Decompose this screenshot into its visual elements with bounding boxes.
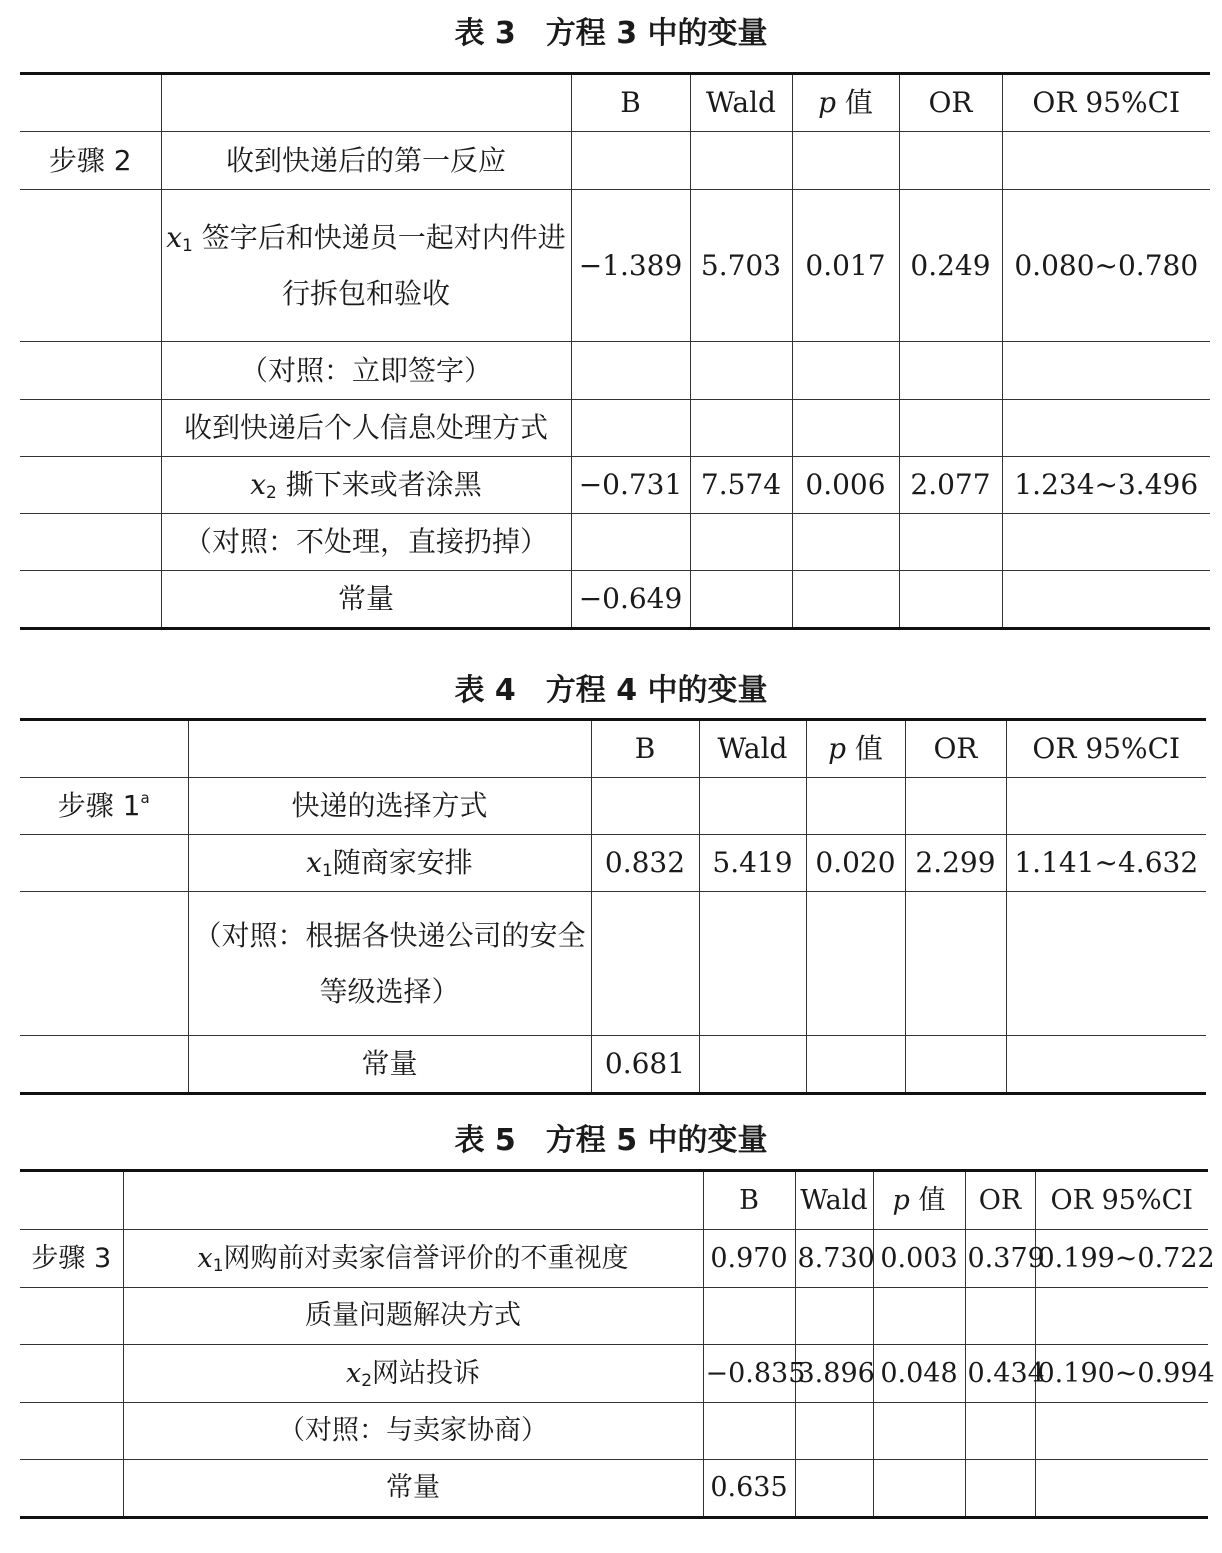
- row-label: 收到快递后个人信息处理方式: [161, 400, 571, 457]
- cell-p: 0.048: [873, 1345, 965, 1403]
- header-or: OR: [905, 720, 1006, 778]
- table-row: [20, 1403, 1208, 1460]
- row-label: $x_2$ 撕下来或者涂黑: [161, 457, 571, 514]
- table-row: [20, 778, 1206, 835]
- table3-caption: 表 3 方程 3 中的变量: [454, 16, 768, 51]
- cell-b: 0.970: [703, 1230, 795, 1288]
- row-label: 常量: [123, 1460, 703, 1518]
- cell-wald: 5.703: [690, 190, 792, 342]
- header-b: B: [591, 720, 699, 778]
- table-row: [20, 892, 1206, 1036]
- header-b: B: [571, 74, 690, 132]
- table-row: [20, 1460, 1208, 1518]
- cell-wald: 7.574: [690, 457, 792, 514]
- header-or: OR: [899, 74, 1002, 132]
- table-row: [20, 571, 1210, 629]
- table-row: [20, 1230, 1208, 1288]
- row-label: （对照：不处理，直接扔掉）: [161, 514, 571, 571]
- cell-or: 0.434: [965, 1345, 1035, 1403]
- header-ci: OR 95%CI: [1002, 74, 1210, 132]
- table-row: [20, 1345, 1208, 1403]
- cell-wald: 3.896: [795, 1345, 873, 1403]
- row-label: 收到快递后的第一反应: [161, 132, 571, 190]
- table-row: [20, 400, 1210, 457]
- table4-header-row: [20, 720, 1206, 778]
- row-label: 质量问题解决方式: [123, 1288, 703, 1345]
- table-row: [20, 1036, 1206, 1094]
- cell-b: 0.635: [703, 1460, 795, 1518]
- table-row: [20, 190, 1210, 342]
- cell-b: −0.731: [571, 457, 690, 514]
- header-or: OR: [965, 1171, 1035, 1230]
- cell-b: 0.681: [591, 1036, 699, 1094]
- header-b: B: [703, 1171, 795, 1230]
- row-label: （对照：立即签字）: [161, 342, 571, 400]
- cell-or: 2.077: [899, 457, 1002, 514]
- row-label: $x_2$网站投诉: [123, 1345, 703, 1403]
- table-row: [20, 132, 1210, 190]
- row-label: 快递的选择方式: [188, 778, 591, 835]
- step-label: 步骤 2: [20, 132, 161, 190]
- table3-header-row: [20, 74, 1210, 132]
- table5-header-row: [20, 1171, 1208, 1230]
- header-wald: Wald: [699, 720, 806, 778]
- header-ci: OR 95%CI: [1035, 1171, 1208, 1230]
- table-row: [20, 835, 1206, 892]
- table-row: [20, 457, 1210, 514]
- table4-caption: 表 4 方程 4 中的变量: [454, 673, 768, 708]
- cell-or: 0.249: [899, 190, 1002, 342]
- cell-p: 0.020: [806, 835, 905, 892]
- cell-ci: 0.199~0.722: [1035, 1230, 1208, 1288]
- cell-p: 0.003: [873, 1230, 965, 1288]
- header-p: p 值: [806, 720, 905, 778]
- cell-b: −0.649: [571, 571, 690, 629]
- header-wald: Wald: [690, 74, 792, 132]
- cell-wald: 8.730: [795, 1230, 873, 1288]
- row-label: （对照：根据各快递公司的安全等级选择）: [188, 892, 591, 1036]
- row-label: （对照：与卖家协商）: [123, 1403, 703, 1460]
- row-label: 常量: [188, 1036, 591, 1094]
- step-label: 步骤 3: [20, 1230, 123, 1288]
- cell-b: −1.389: [571, 190, 690, 342]
- cell-ci: 0.080~0.780: [1002, 190, 1210, 342]
- header-p: p 值: [792, 74, 899, 132]
- table-row: [20, 1288, 1208, 1345]
- header-wald: Wald: [795, 1171, 873, 1230]
- cell-ci: 1.234~3.496: [1002, 457, 1210, 514]
- table3: [20, 72, 1210, 630]
- table-row: [20, 342, 1210, 400]
- row-label: $x_1$ 签字后和快递员一起对内件进行拆包和验收: [161, 190, 571, 342]
- cell-ci: 1.141~4.632: [1006, 835, 1206, 892]
- step-label: 步骤 1$^a$: [20, 778, 188, 835]
- row-label: 常量: [161, 571, 571, 629]
- cell-or: 0.379: [965, 1230, 1035, 1288]
- cell-p: 0.017: [792, 190, 899, 342]
- table-row: [20, 514, 1210, 571]
- header-p: p 值: [873, 1171, 965, 1230]
- cell-or: 2.299: [905, 835, 1006, 892]
- table5-caption: 表 5 方程 5 中的变量: [454, 1123, 768, 1158]
- cell-ci: 0.190~0.994: [1035, 1345, 1208, 1403]
- row-label: $x_1$随商家安排: [188, 835, 591, 892]
- cell-b: 0.832: [591, 835, 699, 892]
- header-ci: OR 95%CI: [1006, 720, 1206, 778]
- cell-b: −0.835: [703, 1345, 795, 1403]
- row-label: $x_1$网购前对卖家信誉评价的不重视度: [123, 1230, 703, 1288]
- cell-p: 0.006: [792, 457, 899, 514]
- cell-wald: 5.419: [699, 835, 806, 892]
- table5: [20, 1169, 1215, 1519]
- table4: [20, 718, 1206, 1095]
